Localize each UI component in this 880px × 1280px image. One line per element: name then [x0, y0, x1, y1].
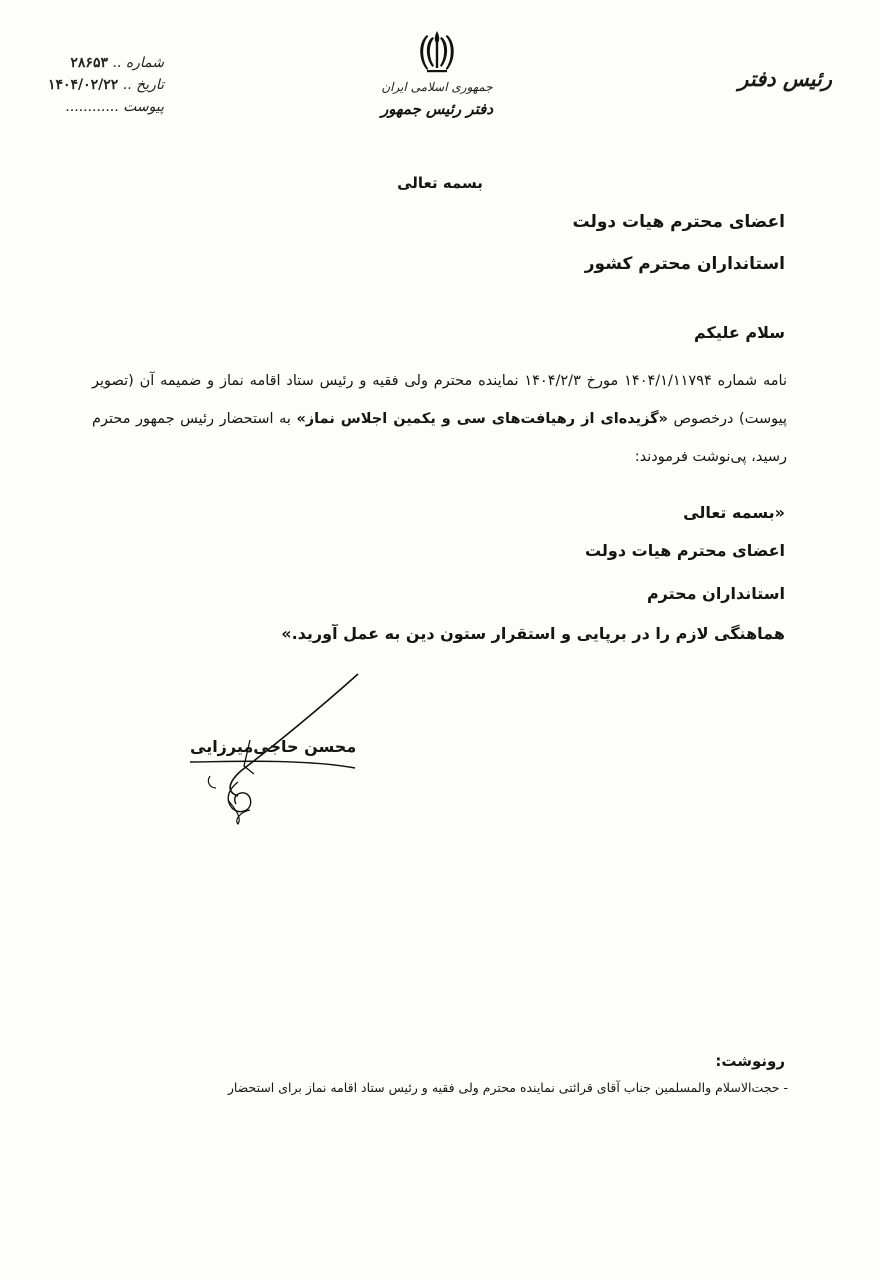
- iran-emblem-icon: [417, 28, 457, 74]
- quote-addressee-cabinet: اعضای محترم هیات دولت: [584, 541, 785, 560]
- quote-addressee-governors: استانداران محترم: [646, 584, 785, 603]
- letter-number-row: شماره .. ۲۸۶۵۳: [70, 55, 164, 71]
- letter-date-label: تاریخ: [136, 77, 164, 93]
- quote-basmala: «بسمه تعالی: [683, 503, 785, 522]
- addressee-governors: استانداران محترم کشور: [584, 254, 785, 274]
- attachment-value: ............: [65, 99, 119, 115]
- office-head-title: رئیس دفتر: [738, 66, 832, 91]
- letter-number: ۲۸۶۵۳: [70, 55, 108, 71]
- attachment-row: [14, 96, 164, 118]
- greeting: سلام علیکم: [693, 323, 785, 342]
- addressee-cabinet: اعضای محترم هیات دولت: [572, 212, 785, 232]
- signatory-name: محسن حاجی‌میرزایی: [190, 737, 357, 756]
- letter-date-row: تاریخ .. ۱۴۰۴/۰۲/۲۲: [47, 77, 164, 93]
- cc-recipient: - حجت‌الاسلام والمسلمین جناب آقای قرائتی نماینده محترم ولی فقیه و رئیس ستاد اقامه نماز برای استحضار: [227, 1080, 788, 1095]
- attachment-label: پیوست: [123, 99, 164, 115]
- body-text-part2: به استحضار رئیس جمهور محترم رسید، پی‌نوشت فرمودند:: [92, 411, 787, 465]
- letterhead: [372, 28, 502, 118]
- registry-block: [14, 52, 164, 118]
- letter-date: ۱۴۰۴/۰۲/۲۲: [47, 77, 119, 93]
- body-emphasis: «گزیده‌ای از رهیافت‌های سی و یکمین اجلاس نماز»: [296, 411, 668, 427]
- body-text-part1: نامه شماره ۱۴۰۴/۱/۱۱۷۹۴ مورخ ۱۴۰۴/۲/۳ نماینده محترم ولی فقیه و رئیس ستاد اقامه نماز و ضمیمه آن (تصویر پیوست) درخصوص: [92, 373, 787, 427]
- letter-body: [92, 362, 787, 476]
- quote-instruction: هماهنگی لازم را در برپایی و استقرار ستون دین به عمل آورید.»: [281, 624, 785, 643]
- office-name: دفتر رئیس جمهور: [380, 100, 494, 118]
- cc-title: رونوشت:: [715, 1052, 785, 1070]
- government-name: جمهوری اسلامی ایران: [381, 80, 493, 94]
- letter-number-label: شماره: [125, 55, 164, 71]
- letter-body-paragraph: [92, 362, 787, 476]
- basmala-heading: بسمه تعالی: [397, 174, 483, 192]
